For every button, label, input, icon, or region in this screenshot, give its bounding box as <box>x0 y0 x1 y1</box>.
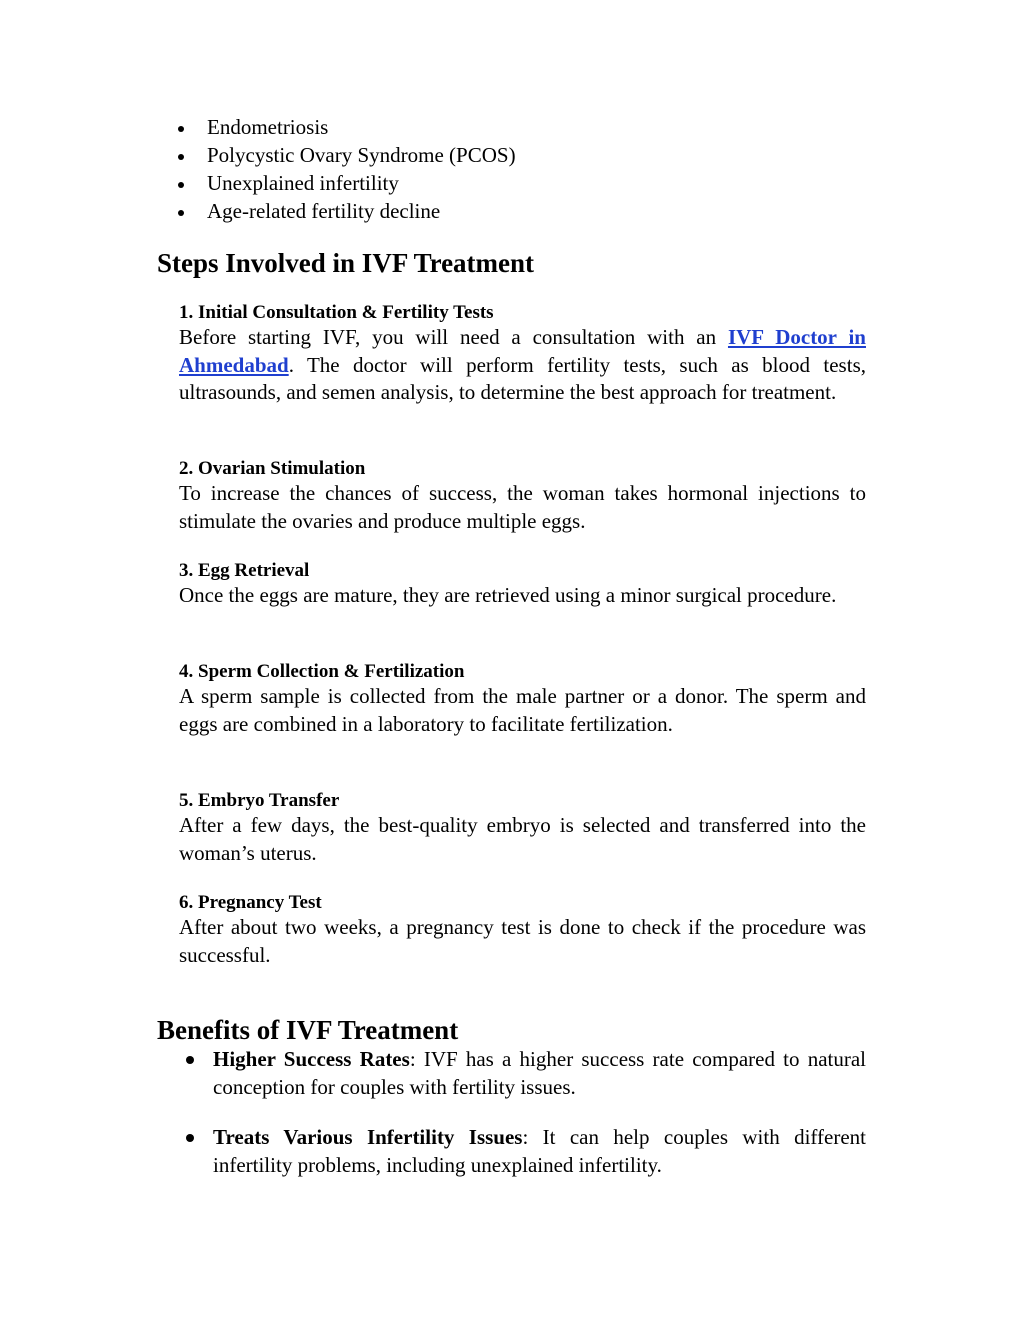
bullet-icon <box>178 182 184 188</box>
step-title: 2. Ovarian Stimulation <box>179 458 366 479</box>
steps-heading: Steps Involved in IVF Treatment <box>157 248 535 278</box>
step-description: After a few days, the best-quality embryo is selected and transferred into the woman’s uterus. <box>179 813 866 865</box>
step-title: 3. Egg Retrieval <box>179 560 310 581</box>
step-2 <box>179 458 866 535</box>
step-description: After about two weeks, a pregnancy test is done to check if the procedure was successful. <box>179 915 866 967</box>
benefits-list <box>186 1046 866 1179</box>
step-6 <box>179 892 866 969</box>
bullet-icon <box>178 154 184 160</box>
bullet-icon <box>178 126 184 132</box>
list-item <box>186 1046 866 1101</box>
bullet-icon <box>186 1056 194 1064</box>
condition-list <box>178 114 878 226</box>
step-title: 6. Pregnancy Test <box>179 892 322 913</box>
step-1 <box>179 302 866 407</box>
benefit-label: Treats Various Infertility Issues <box>213 1125 523 1149</box>
ivf-doctor-link[interactable]: IVF Doctor in Ahmedabad <box>179 325 866 377</box>
list-item: Age-related fertility decline <box>178 198 878 226</box>
list-item <box>186 1124 866 1179</box>
step-description: Before starting IVF, you will need a consultation with an IVF Doctor in Ahmedabad. The doctor will perform fertility tests, such as blood tests, ultrasounds, and semen analysis, to determine the best approach for treatment. <box>179 325 866 404</box>
list-item: Endometriosis <box>178 114 878 142</box>
step-description: To increase the chances of success, the woman takes hormonal injections to stimulate the ovaries and produce multiple eggs. <box>179 481 866 533</box>
list-item: Polycystic Ovary Syndrome (PCOS) <box>178 142 878 170</box>
benefit-text: : IVF has a higher success rate compared to natural conception for couples with fertility issues. <box>213 1047 866 1099</box>
step-title: 5. Embryo Transfer <box>179 790 340 811</box>
bullet-icon <box>186 1134 194 1142</box>
step-description: A sperm sample is collected from the male partner or a donor. The sperm and eggs are combined in a laboratory to facilitate fertilization. <box>179 684 866 736</box>
step-title: 4. Sperm Collection & Fertilization <box>179 661 465 682</box>
benefit-text: : It can help couples with different infertility problems, including unexplained infertility. <box>213 1125 866 1177</box>
step-3 <box>179 560 866 610</box>
step-5 <box>179 790 866 867</box>
bullet-icon <box>178 210 184 216</box>
benefits-heading: Benefits of IVF Treatment <box>157 1015 459 1045</box>
step-description: Once the eggs are mature, they are retrieved using a minor surgical procedure. <box>179 583 837 607</box>
step-title: 1. Initial Consultation & Fertility Tests <box>179 302 494 323</box>
list-item: Unexplained infertility <box>178 170 878 198</box>
step-4 <box>179 661 866 738</box>
benefit-label: Higher Success Rates <box>213 1047 410 1071</box>
